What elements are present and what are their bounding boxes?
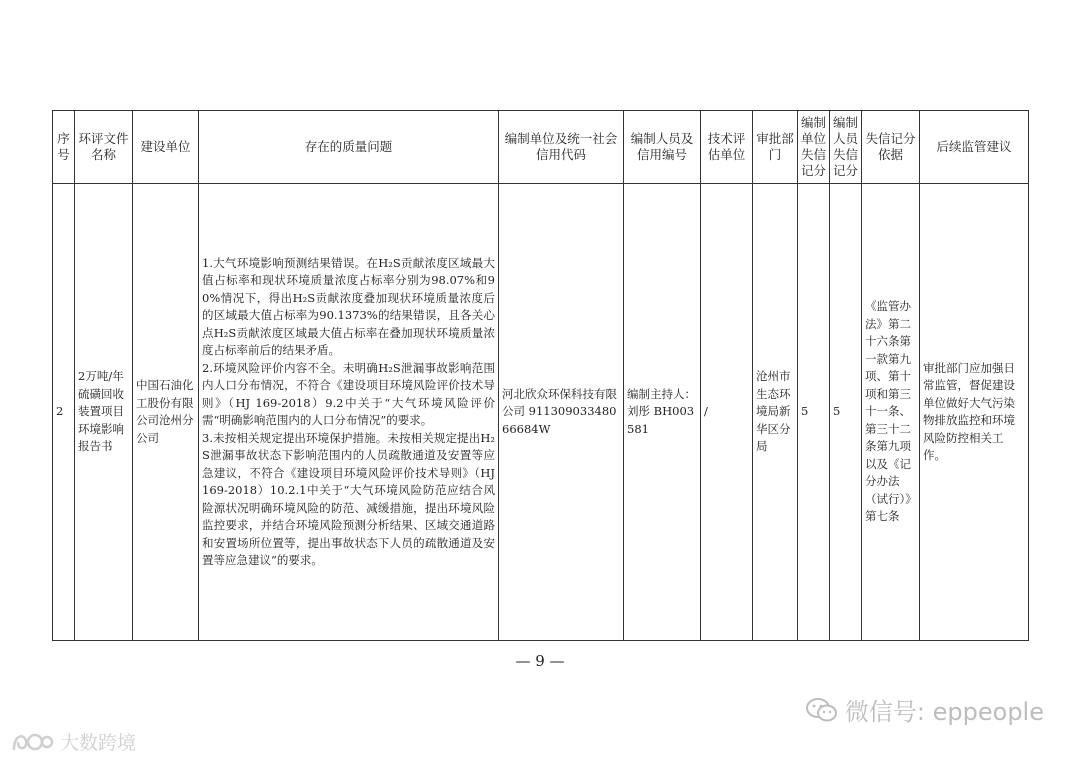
page-number: — 9 —	[515, 652, 565, 670]
header-row	[53, 111, 1029, 184]
col-header-basis: 失信记分依据	[862, 111, 920, 184]
cell-compiler: 河北欣众环保科技有限公司 91130903348066684W	[499, 184, 624, 641]
wechat-watermark	[805, 692, 1044, 727]
col-header-tech-eval: 技术评估单位	[701, 111, 753, 184]
cell-person-score: 5	[830, 184, 862, 641]
cell-approval: 沧州市生态环境局新华区分局	[753, 184, 798, 641]
cell-tech-eval: /	[701, 184, 753, 641]
wechat-icon	[805, 697, 839, 723]
col-header-issues: 存在的质量问题	[199, 111, 499, 184]
table-row	[53, 184, 1029, 641]
col-header-unit-score: 编制单位失信记分	[798, 111, 830, 184]
col-header-approval: 审批部门	[753, 111, 798, 184]
cell-issues	[199, 184, 499, 641]
col-header-advice: 后续监管建议	[920, 111, 1029, 184]
brand-logo-icon	[10, 729, 54, 755]
wechat-id-text: 微信号: eppeople	[844, 698, 1044, 726]
col-header-compiler: 编制单位及统一社会信用代码	[499, 111, 624, 184]
issue-1: 1.大气环境影响预测结果错误。在H₂S贡献浓度区域最大值占标率和现状环境质量浓度占标率分别为98.07%和90%情况下，得出H₂S贡献浓度叠加现状环境质量浓度后的区域最大值占标率为90.1373%的结果错误，且各关心点H₂S贡献浓度区域最大值占标率在叠加现状环境质量浓度占标率前后的结果矛盾。	[202, 255, 495, 357]
cell-index: 2	[53, 184, 75, 641]
col-header-personnel: 编制人员及信用编号	[624, 111, 701, 184]
col-header-index: 序号	[53, 111, 75, 184]
cell-advice: 审批部门应加强日常监管，督促建设单位做好大气污染物排放监控和环境风险防控相关工作。	[920, 184, 1029, 641]
issue-2: 2.环境风险评价内容不全。未明确H₂S泄漏事故影响范围内人口分布情况，不符合《建设项目环境风险评价技术导则》（HJ 169-2018）9.2中关于“大气环境风险评价需“明确影响范围内的人口分布情况”的要求。	[202, 360, 495, 427]
cell-personnel: 编制主持人：刘彤 BH003581	[624, 184, 701, 641]
col-header-file-name: 环评文件名称	[75, 111, 133, 184]
col-header-builder: 建设单位	[133, 111, 199, 184]
brand-text: 大数跨境	[60, 732, 137, 754]
table-header	[53, 111, 1029, 184]
cell-basis: 《监管办法》第二十六条第一款第九项、第十项和第三十一条、第三十二条第九项以及《记分办法（试行）》第七条	[862, 184, 920, 641]
issue-3: 3.未按相关规定提出环境保护措施。未按相关规定提出H₂S泄漏事故状态下影响范围内的人员疏散通道及安置等应急建议，不符合《建设项目环境风险评价技术导则》（HJ 169-2018）10.2.1中关于“大气环境风险防范应结合风险源状况明确环境风险的防范、减缓措施，提出环境风险监控要求，并结合环境风险预测分析结果、区域交通道路和安置场所位置等，提出事故状态下人员的疏散通道及安置等应急建议”的要求。	[202, 430, 495, 567]
cell-unit-score: 5	[798, 184, 830, 641]
quality-issues-table	[52, 110, 1029, 641]
cell-builder: 中国石油化工股份有限公司沧州分公司	[133, 184, 199, 641]
col-header-person-score: 编制人员失信记分	[830, 111, 862, 184]
brand-watermark	[10, 728, 136, 755]
cell-file-name: 2万吨/年硫磺回收装置项目环境影响报告书	[75, 184, 133, 641]
